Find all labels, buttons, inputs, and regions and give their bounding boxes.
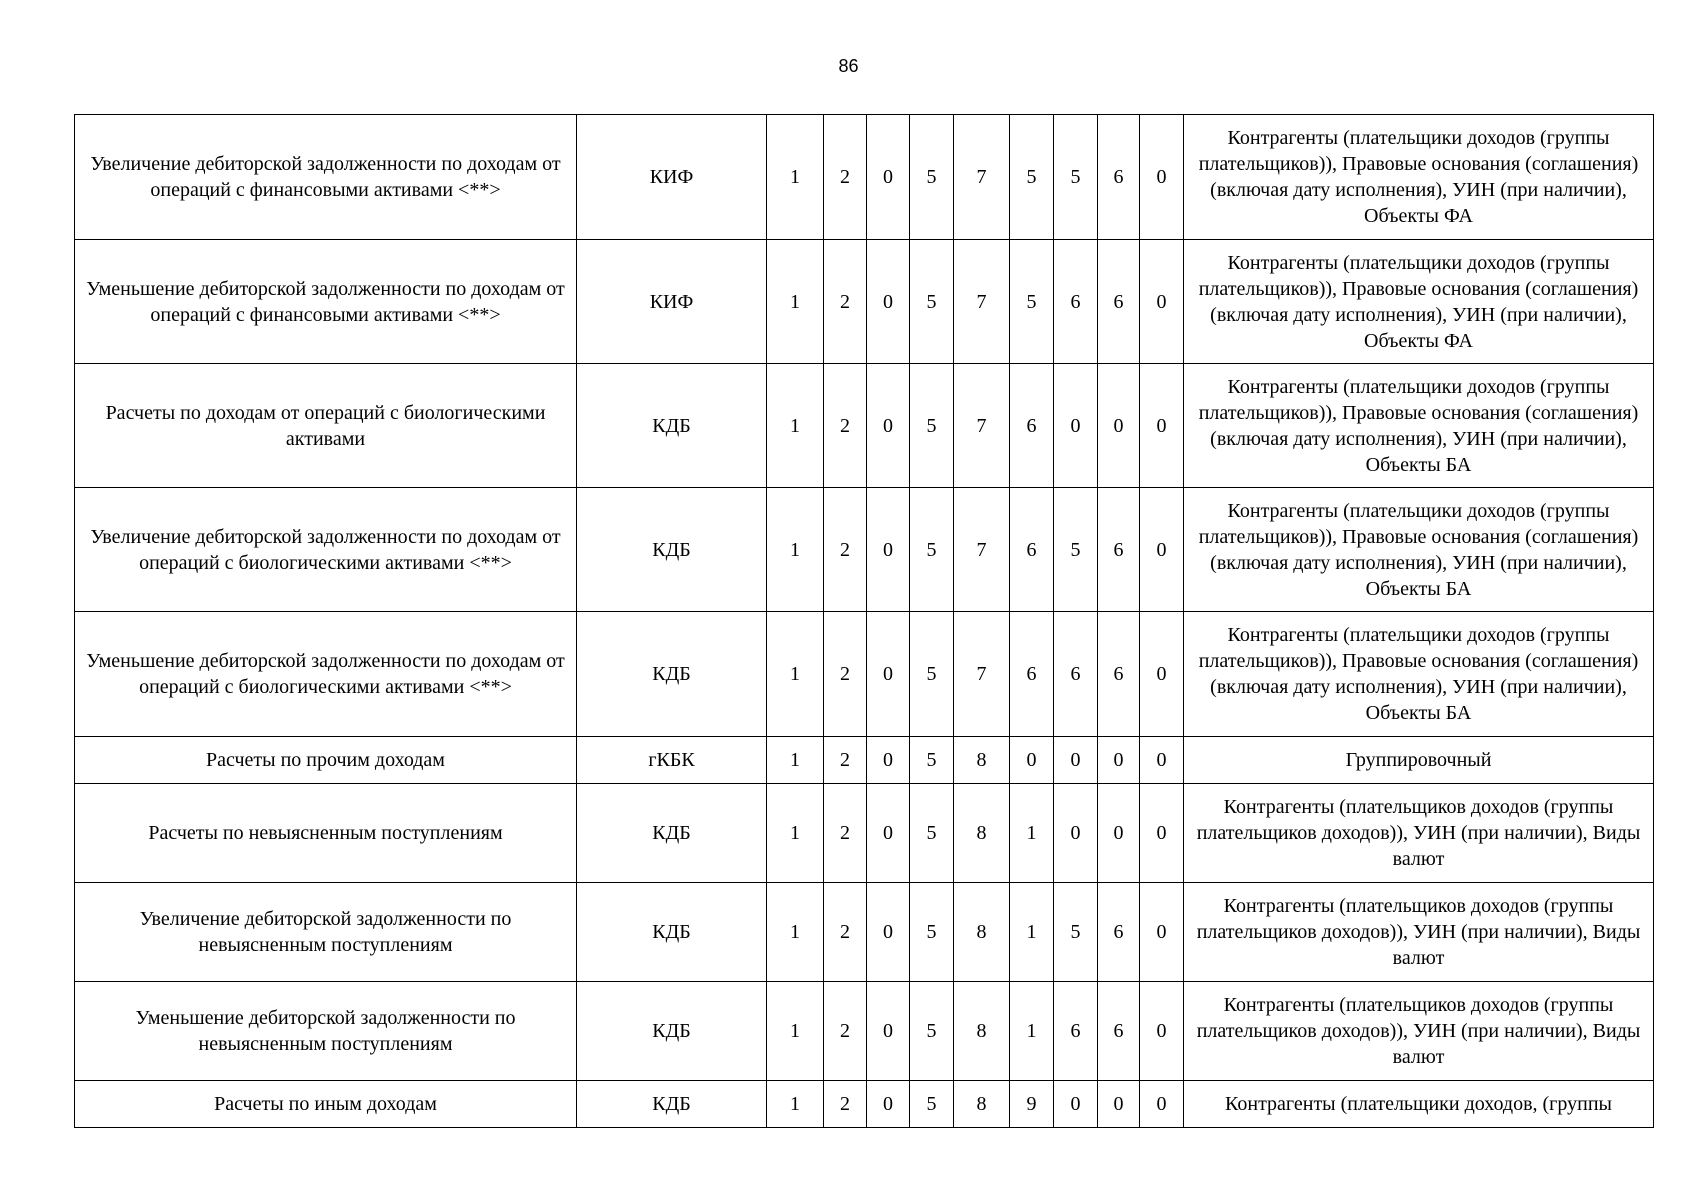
account-digit-cell: 6 [1010, 364, 1054, 488]
account-digit-cell: 2 [824, 612, 867, 737]
account-digit-cell: 8 [954, 737, 1010, 784]
account-digit-cell: 0 [1140, 488, 1184, 612]
account-digit-cell: 0 [1010, 737, 1054, 784]
table-body [75, 115, 1654, 1128]
account-digit-cell: 5 [910, 488, 954, 612]
account-digit-cell: 5 [910, 115, 954, 240]
code-type-cell: КДБ [577, 612, 767, 737]
account-digit-cell: 1 [767, 784, 824, 883]
account-digit-cell: 5 [910, 784, 954, 883]
account-digit-cell: 1 [767, 488, 824, 612]
account-digit-cell: 6 [1054, 612, 1098, 737]
account-digit-cell: 2 [824, 982, 867, 1081]
account-digit-cell: 1 [767, 982, 824, 1081]
account-digit-cell: 1 [1010, 784, 1054, 883]
account-digit-cell: 0 [1140, 784, 1184, 883]
account-digit-cell: 5 [1054, 883, 1098, 982]
account-digit-cell: 8 [954, 982, 1010, 1081]
code-type-cell: КИФ [577, 240, 767, 364]
table-row [75, 488, 1654, 612]
account-digit-cell: 2 [824, 784, 867, 883]
account-digit-cell: 6 [1098, 115, 1140, 240]
account-digit-cell: 1 [767, 364, 824, 488]
table-row [75, 115, 1654, 240]
account-name-cell: Расчеты по иным доходам [75, 1081, 577, 1128]
account-digit-cell: 6 [1098, 982, 1140, 1081]
code-type-cell: гКБК [577, 737, 767, 784]
account-name-cell: Уменьшение дебиторской задолженности по невыясненным поступлениям [75, 982, 577, 1081]
account-digit-cell: 0 [867, 1081, 910, 1128]
analytics-cell: Контрагенты (плательщики доходов, (группы [1184, 1081, 1654, 1128]
account-digit-cell: 1 [767, 240, 824, 364]
account-digit-cell: 0 [867, 784, 910, 883]
account-digit-cell: 7 [954, 488, 1010, 612]
account-digit-cell: 1 [767, 612, 824, 737]
account-digit-cell: 0 [1054, 784, 1098, 883]
account-digit-cell: 0 [1098, 1081, 1140, 1128]
table-row [75, 883, 1654, 982]
account-digit-cell: 0 [1140, 883, 1184, 982]
table-row [75, 1081, 1654, 1128]
account-digit-cell: 0 [1098, 784, 1140, 883]
account-name-cell: Уменьшение дебиторской задолженности по доходам от операций с биологическими активами <**> [75, 612, 577, 737]
account-digit-cell: 6 [1098, 883, 1140, 982]
code-type-cell: КДБ [577, 982, 767, 1081]
account-digit-cell: 0 [867, 240, 910, 364]
code-type-cell: КДБ [577, 1081, 767, 1128]
account-digit-cell: 2 [824, 1081, 867, 1128]
account-digit-cell: 5 [910, 1081, 954, 1128]
code-type-cell: КДБ [577, 364, 767, 488]
table-row [75, 240, 1654, 364]
analytics-cell: Контрагенты (плательщики доходов (группы плательщиков)), Правовые основания (соглашения) (включая дату исполнения), УИН (при наличии), Объекты ФА [1184, 240, 1654, 364]
account-digit-cell: 9 [1010, 1081, 1054, 1128]
account-name-cell: Увеличение дебиторской задолженности по невыясненным поступлениям [75, 883, 577, 982]
account-digit-cell: 2 [824, 883, 867, 982]
account-digit-cell: 2 [824, 488, 867, 612]
account-digit-cell: 5 [910, 737, 954, 784]
account-digit-cell: 0 [1054, 1081, 1098, 1128]
table-row [75, 784, 1654, 883]
account-digit-cell: 0 [1140, 1081, 1184, 1128]
page-number: 86 [838, 56, 859, 76]
account-digit-cell: 2 [824, 364, 867, 488]
account-digit-cell: 2 [824, 240, 867, 364]
table-row [75, 364, 1654, 488]
account-digit-cell: 1 [767, 737, 824, 784]
account-digit-cell: 1 [1010, 982, 1054, 1081]
account-digit-cell: 6 [1010, 488, 1054, 612]
account-digit-cell: 1 [767, 1081, 824, 1128]
account-digit-cell: 5 [910, 240, 954, 364]
account-digit-cell: 7 [954, 364, 1010, 488]
code-type-cell: КДБ [577, 883, 767, 982]
account-digit-cell: 7 [954, 240, 1010, 364]
account-digit-cell: 0 [1140, 240, 1184, 364]
account-digit-cell: 0 [867, 115, 910, 240]
account-digit-cell: 2 [824, 737, 867, 784]
analytics-cell: Контрагенты (плательщиков доходов (группы плательщиков доходов)), УИН (при наличии), Виды валют [1184, 784, 1654, 883]
account-name-cell: Расчеты по прочим доходам [75, 737, 577, 784]
account-digit-cell: 0 [1140, 115, 1184, 240]
account-digit-cell: 7 [954, 612, 1010, 737]
analytics-cell: Контрагенты (плательщики доходов (группы плательщиков)), Правовые основания (соглашения) (включая дату исполнения), УИН (при наличии), Объекты БА [1184, 488, 1654, 612]
account-name-cell: Расчеты по невыясненным поступлениям [75, 784, 577, 883]
code-type-cell: КИФ [577, 115, 767, 240]
account-digit-cell: 0 [1140, 612, 1184, 737]
account-digit-cell: 5 [1010, 240, 1054, 364]
account-digit-cell: 6 [1010, 612, 1054, 737]
account-digit-cell: 5 [1054, 488, 1098, 612]
account-digit-cell: 0 [1140, 364, 1184, 488]
account-digit-cell: 0 [1054, 737, 1098, 784]
account-digit-cell: 1 [767, 883, 824, 982]
account-digit-cell: 2 [824, 115, 867, 240]
account-digit-cell: 5 [910, 612, 954, 737]
account-digit-cell: 5 [910, 883, 954, 982]
account-digit-cell: 6 [1098, 612, 1140, 737]
account-digit-cell: 5 [1010, 115, 1054, 240]
table-row [75, 612, 1654, 737]
account-name-cell: Уменьшение дебиторской задолженности по доходам от операций с финансовыми активами <**> [75, 240, 577, 364]
analytics-cell: Контрагенты (плательщиков доходов (группы плательщиков доходов)), УИН (при наличии), Виды валют [1184, 982, 1654, 1081]
account-name-cell: Расчеты по доходам от операций с биологическими активами [75, 364, 577, 488]
account-name-cell: Увеличение дебиторской задолженности по доходам от операций с биологическими активами <**> [75, 488, 577, 612]
account-digit-cell: 8 [954, 883, 1010, 982]
account-digit-cell: 7 [954, 115, 1010, 240]
analytics-cell: Группировочный [1184, 737, 1654, 784]
table-row [75, 737, 1654, 784]
account-digit-cell: 6 [1098, 240, 1140, 364]
account-digit-cell: 5 [910, 364, 954, 488]
account-digit-cell: 8 [954, 1081, 1010, 1128]
analytics-cell: Контрагенты (плательщики доходов (группы плательщиков)), Правовые основания (соглашения) (включая дату исполнения), УИН (при наличии), Объекты ФА [1184, 115, 1654, 240]
account-digit-cell: 0 [1098, 364, 1140, 488]
account-digit-cell: 0 [867, 364, 910, 488]
account-digit-cell: 6 [1054, 982, 1098, 1081]
account-digit-cell: 1 [767, 115, 824, 240]
account-digit-cell: 0 [867, 883, 910, 982]
account-name-cell: Увеличение дебиторской задолженности по доходам от операций с финансовыми активами <**> [75, 115, 577, 240]
account-digit-cell: 0 [867, 612, 910, 737]
analytics-cell: Контрагенты (плательщики доходов (группы плательщиков)), Правовые основания (соглашения) (включая дату исполнения), УИН (при наличии), Объекты БА [1184, 612, 1654, 737]
analytics-cell: Контрагенты (плательщиков доходов (группы плательщиков доходов)), УИН (при наличии), Виды валют [1184, 883, 1654, 982]
account-digit-cell: 0 [1098, 737, 1140, 784]
account-digit-cell: 6 [1098, 488, 1140, 612]
table-row [75, 982, 1654, 1081]
code-type-cell: КДБ [577, 488, 767, 612]
account-digit-cell: 8 [954, 784, 1010, 883]
account-digit-cell: 0 [867, 488, 910, 612]
account-digit-cell: 0 [1140, 982, 1184, 1081]
account-digit-cell: 6 [1054, 240, 1098, 364]
code-type-cell: КДБ [577, 784, 767, 883]
account-digit-cell: 0 [867, 982, 910, 1081]
account-digit-cell: 0 [1140, 737, 1184, 784]
account-digit-cell: 0 [867, 737, 910, 784]
account-digit-cell: 1 [1010, 883, 1054, 982]
account-digit-cell: 0 [1054, 364, 1098, 488]
accounts-table [74, 114, 1654, 1128]
account-digit-cell: 5 [1054, 115, 1098, 240]
account-digit-cell: 5 [910, 982, 954, 1081]
analytics-cell: Контрагенты (плательщики доходов (группы плательщиков)), Правовые основания (соглашения) (включая дату исполнения), УИН (при наличии), Объекты БА [1184, 364, 1654, 488]
